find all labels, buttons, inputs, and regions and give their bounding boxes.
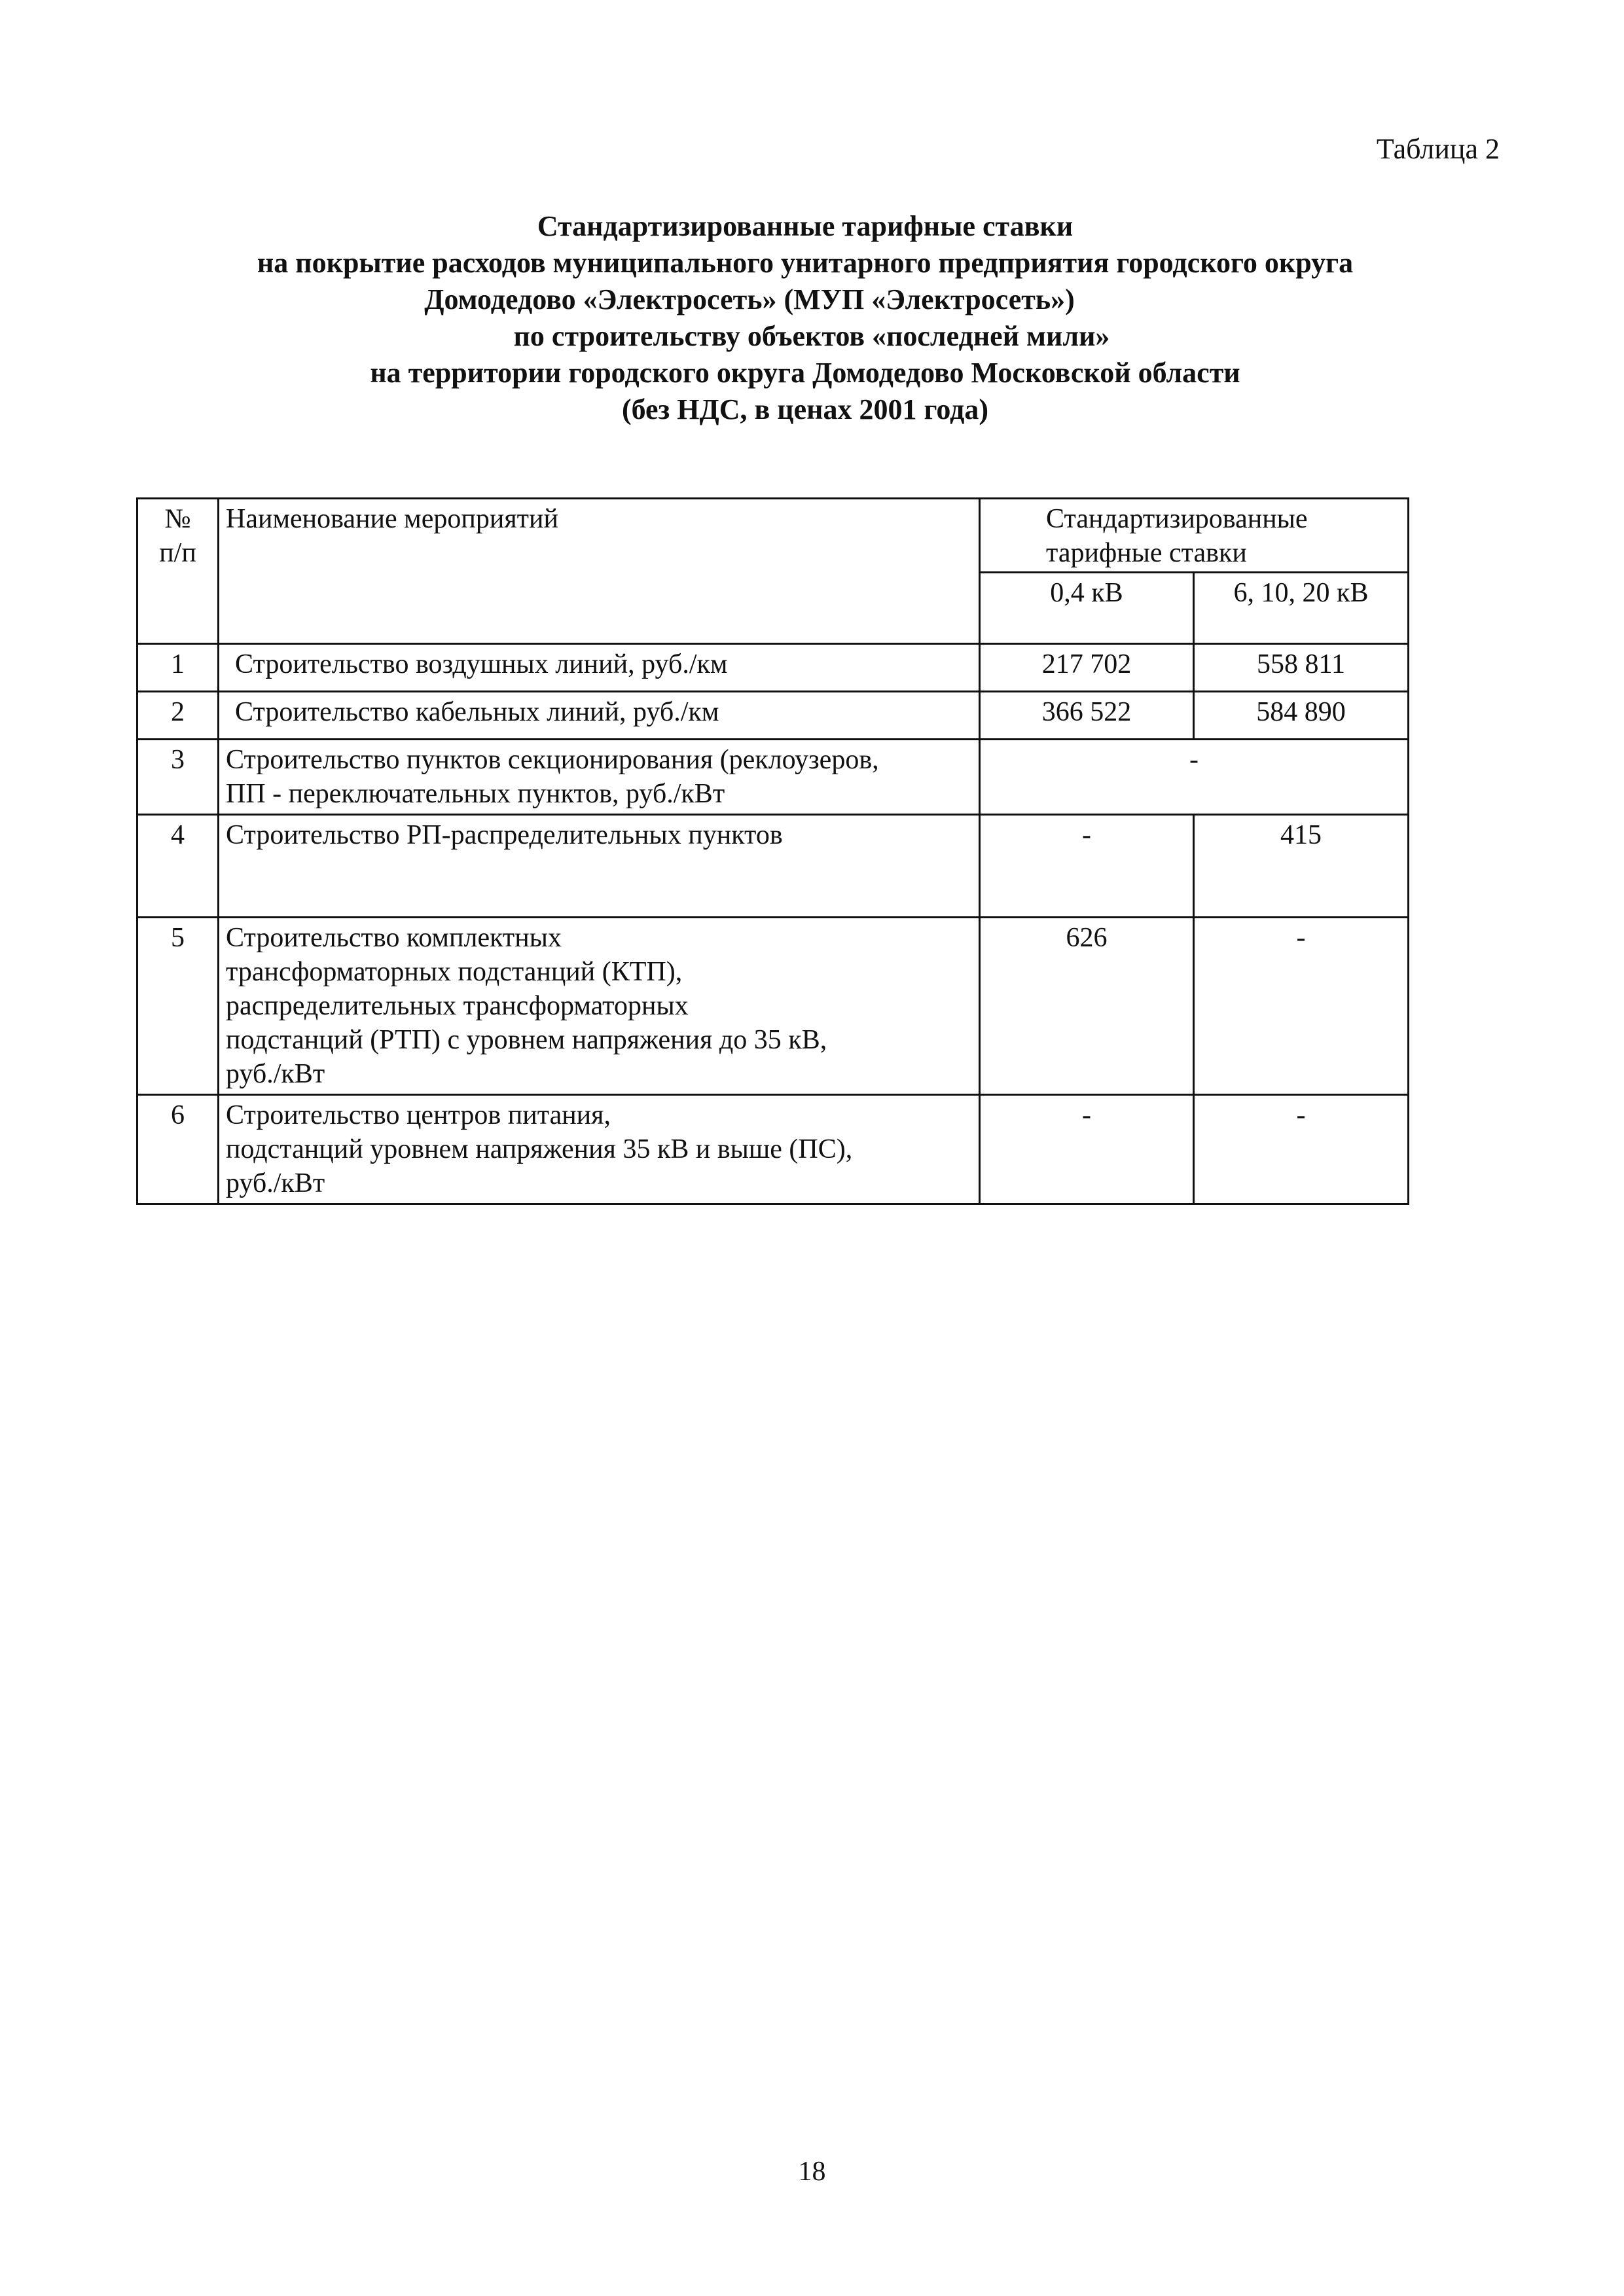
row-value-6-10-20kv: 415 xyxy=(1194,815,1409,918)
row-name xyxy=(219,1095,980,1204)
row-value-6-10-20kv: - xyxy=(1194,918,1409,1095)
table-number-label: Таблица 2 xyxy=(1376,133,1500,165)
row-name-line: подстанций уровнем напряжения 35 кВ и выше (ПС), xyxy=(226,1134,853,1164)
table-header-row xyxy=(137,499,1409,573)
row-value-6-10-20kv: - xyxy=(1194,1095,1409,1204)
table-row xyxy=(137,644,1409,692)
title-line: Домодедово «Электросеть» (МУП «Электросеть») xyxy=(424,283,1075,315)
tariff-rates-table xyxy=(136,497,1409,1205)
document-title xyxy=(131,208,1479,428)
row-num: 2 xyxy=(137,692,219,740)
row-value-04kv: 626 xyxy=(980,918,1194,1095)
row-name: Строительство кабельных линий, руб./км xyxy=(219,692,980,740)
row-value-04kv: - xyxy=(980,1095,1194,1204)
row-num: 1 xyxy=(137,644,219,692)
title-line: (без НДС, в ценах 2001 года) xyxy=(621,393,989,425)
row-name: Строительство РП-распределительных пунктов xyxy=(219,815,980,918)
row-name xyxy=(219,918,980,1095)
row-name: Строительство воздушных линий, руб./км xyxy=(219,644,980,692)
row-value-merged: - xyxy=(980,740,1409,815)
table-row xyxy=(137,692,1409,740)
row-num: 4 xyxy=(137,815,219,918)
table-row xyxy=(137,740,1409,815)
page-number: 18 xyxy=(798,2157,826,2187)
row-name-line: распределительных трансформаторных xyxy=(226,991,689,1021)
row-name-line: Строительство комплектных xyxy=(226,923,562,953)
row-num: 3 xyxy=(137,740,219,815)
header-rates-group xyxy=(980,499,1409,573)
title-line: по строительству объектов «последней мили» xyxy=(513,320,1110,352)
row-value-6-10-20kv: 558 811 xyxy=(1194,644,1409,692)
header-num-symbol: № xyxy=(164,504,191,534)
table-row xyxy=(137,918,1409,1095)
row-name-line: подстанций (РТП) с уровнем напряжения до 35 кВ, xyxy=(226,1025,827,1055)
header-num-cell xyxy=(137,499,219,644)
row-value-04kv: 366 522 xyxy=(980,692,1194,740)
row-num: 6 xyxy=(137,1095,219,1204)
header-rates-line: тарифные ставки xyxy=(1046,538,1247,568)
header-rates-line: Стандартизированные xyxy=(1046,504,1308,534)
title-line: на территории городского округа Домодедово Московской области xyxy=(370,357,1240,389)
row-value-04kv: - xyxy=(980,815,1194,918)
row-name-line: руб./кВт xyxy=(226,1059,325,1089)
header-name-cell: Наименование мероприятий xyxy=(219,499,980,644)
row-name-line: ПП - переключательных пунктов, руб./кВт xyxy=(226,779,725,809)
row-name-line: Строительство центров питания, xyxy=(226,1100,611,1130)
row-name xyxy=(219,740,980,815)
row-name-line: трансформаторных подстанций (КТП), xyxy=(226,957,683,987)
row-name-line: руб./кВт xyxy=(226,1168,325,1198)
title-line: на покрытие расходов муниципального унитарного предприятия городского округа xyxy=(257,247,1354,279)
table-row xyxy=(137,1095,1409,1204)
title-line: Стандартизированные тарифные ставки xyxy=(537,210,1074,242)
header-col-6-10-20kv: 6, 10, 20 кВ xyxy=(1194,573,1409,644)
row-value-6-10-20kv: 584 890 xyxy=(1194,692,1409,740)
header-num-abbr: п/п xyxy=(159,538,196,568)
header-col-04kv: 0,4 кВ xyxy=(980,573,1194,644)
row-name-line: Строительство пунктов секционирования (реклоузеров, xyxy=(226,745,879,775)
table-row xyxy=(137,815,1409,918)
row-num: 5 xyxy=(137,918,219,1095)
row-value-04kv: 217 702 xyxy=(980,644,1194,692)
